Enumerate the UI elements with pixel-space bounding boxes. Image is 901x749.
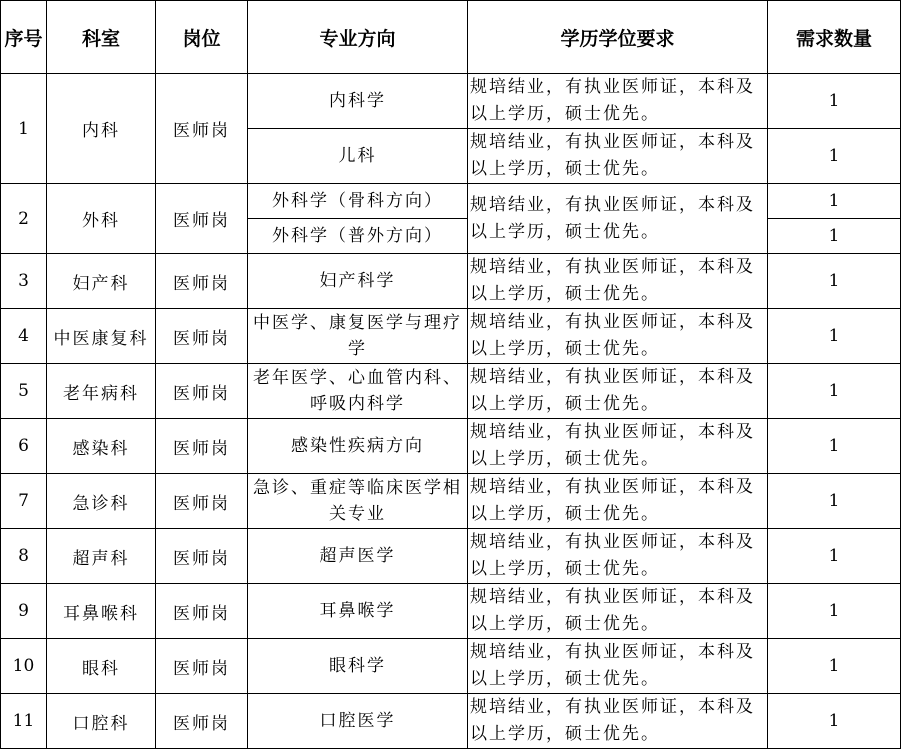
post-cell: 医师岗 [156,584,248,639]
seq-cell: 6 [1,419,47,474]
requirement-cell: 规培结业，有执业医师证，本科及以上学历，硕士优先。 [468,254,768,309]
requirement-cell: 规培结业，有执业医师证，本科及以上学历，硕士优先。 [468,419,768,474]
requirement-cell: 规培结业，有执业医师证，本科及以上学历，硕士优先。 [468,584,768,639]
header-dept: 科室 [47,1,156,74]
header-edu: 学历学位要求 [468,1,768,74]
dept-cell: 耳鼻喉科 [47,584,156,639]
requirement-cell: 规培结业，有执业医师证，本科及以上学历，硕士优先。 [468,129,768,184]
count-cell: 1 [768,364,901,419]
major-cell: 妇产科学 [248,254,468,309]
post-cell: 医师岗 [156,474,248,529]
count-cell: 1 [768,219,901,254]
seq-cell: 3 [1,254,47,309]
table-row [1,639,901,694]
count-cell: 1 [768,254,901,309]
table-row [1,474,901,529]
seq-cell: 2 [1,184,47,254]
table-row [1,584,901,639]
seq-cell: 10 [1,639,47,694]
dept-cell: 中医康复科 [47,309,156,364]
seq-cell: 9 [1,584,47,639]
dept-cell: 急诊科 [47,474,156,529]
count-cell: 1 [768,529,901,584]
requirement-cell: 规培结业，有执业医师证，本科及以上学历，硕士优先。 [468,74,768,129]
post-cell: 医师岗 [156,529,248,584]
major-cell: 口腔医学 [248,694,468,749]
table-row [1,694,901,749]
post-cell: 医师岗 [156,184,248,254]
dept-cell: 妇产科 [47,254,156,309]
major-cell: 儿科 [248,129,468,184]
table-row [1,184,901,219]
dept-cell: 超声科 [47,529,156,584]
post-cell: 医师岗 [156,254,248,309]
header-major: 专业方向 [248,1,468,74]
major-cell: 急诊、重症等临床医学相关专业 [248,474,468,529]
dept-cell: 外科 [47,184,156,254]
post-cell: 医师岗 [156,309,248,364]
seq-cell: 8 [1,529,47,584]
count-cell: 1 [768,184,901,219]
major-cell: 耳鼻喉学 [248,584,468,639]
post-cell: 医师岗 [156,639,248,694]
count-cell: 1 [768,694,901,749]
table-row [1,309,901,364]
major-cell: 外科学（骨科方向） [248,184,468,219]
major-cell: 眼科学 [248,639,468,694]
seq-cell: 7 [1,474,47,529]
post-cell: 医师岗 [156,364,248,419]
seq-cell: 11 [1,694,47,749]
count-cell: 1 [768,639,901,694]
header-post: 岗位 [156,1,248,74]
major-cell: 外科学（普外方向） [248,219,468,254]
major-cell: 中医学、康复医学与理疗学 [248,309,468,364]
requirement-cell: 规培结业，有执业医师证，本科及以上学历，硕士优先。 [468,364,768,419]
major-cell: 老年医学、心血管内科、呼吸内科学 [248,364,468,419]
dept-cell: 老年病科 [47,364,156,419]
requirement-cell: 规培结业，有执业医师证，本科及以上学历，硕士优先。 [468,474,768,529]
requirement-cell: 规培结业，有执业医师证，本科及以上学历，硕士优先。 [468,184,768,254]
header-seq: 序号 [1,1,47,74]
table-row [1,364,901,419]
post-cell: 医师岗 [156,694,248,749]
header-row [1,1,901,74]
major-cell: 内科学 [248,74,468,129]
requirement-cell: 规培结业，有执业医师证，本科及以上学历，硕士优先。 [468,694,768,749]
major-cell: 感染性疾病方向 [248,419,468,474]
count-cell: 1 [768,474,901,529]
count-cell: 1 [768,129,901,184]
requirement-cell: 规培结业，有执业医师证，本科及以上学历，硕士优先。 [468,639,768,694]
count-cell: 1 [768,74,901,129]
requirement-cell: 规培结业，有执业医师证，本科及以上学历，硕士优先。 [468,529,768,584]
dept-cell: 感染科 [47,419,156,474]
dept-cell: 眼科 [47,639,156,694]
table-row [1,254,901,309]
seq-cell: 1 [1,74,47,184]
header-count: 需求数量 [768,1,901,74]
major-cell: 超声医学 [248,529,468,584]
post-cell: 医师岗 [156,419,248,474]
dept-cell: 口腔科 [47,694,156,749]
post-cell: 医师岗 [156,74,248,184]
count-cell: 1 [768,309,901,364]
table-row [1,529,901,584]
seq-cell: 4 [1,309,47,364]
requirement-cell: 规培结业，有执业医师证，本科及以上学历，硕士优先。 [468,309,768,364]
dept-cell: 内科 [47,74,156,184]
seq-cell: 5 [1,364,47,419]
table-row [1,419,901,474]
table-row [1,74,901,129]
count-cell: 1 [768,419,901,474]
count-cell: 1 [768,584,901,639]
